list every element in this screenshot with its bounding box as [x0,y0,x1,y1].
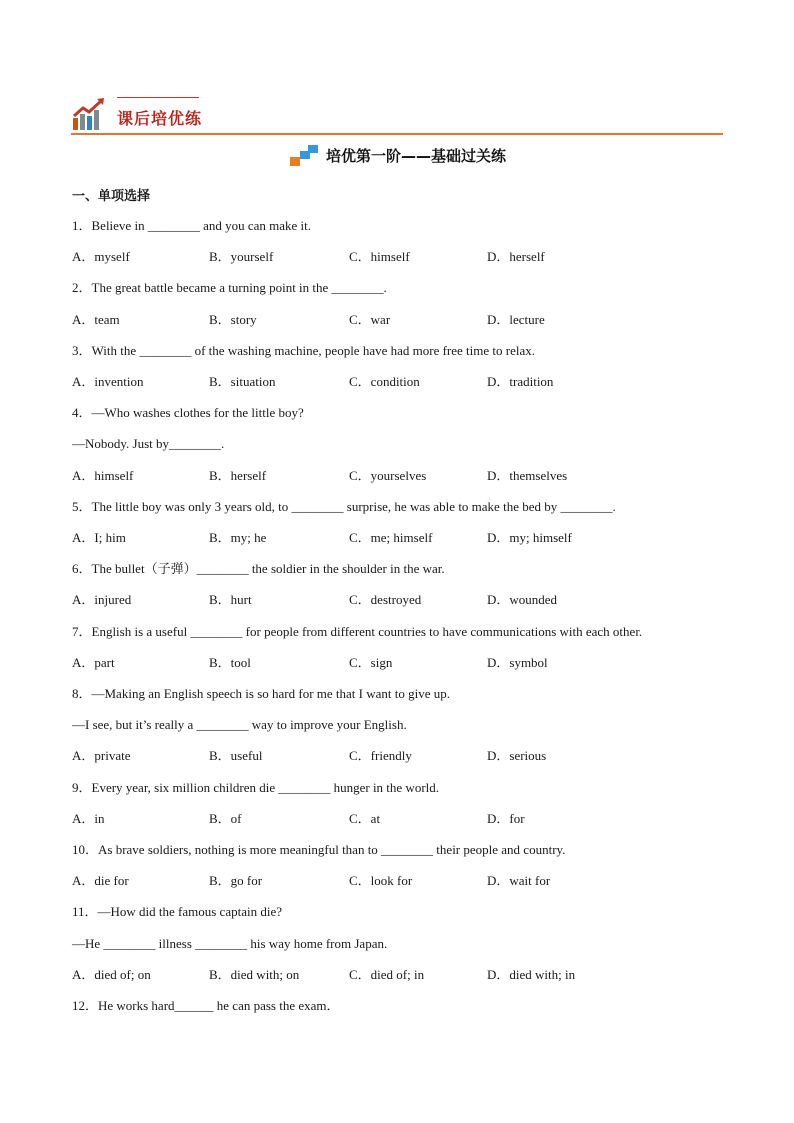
option-d[interactable]: D．herself [487,249,545,265]
section-title: 培优第一阶——基础过关练 [325,146,506,165]
question-dialogue-line: —He ________ illness ________ his way home from Japan. [72,935,388,951]
option-a[interactable]: A．invention [72,374,144,389]
option-d[interactable]: D．tradition [487,374,554,389]
option-b[interactable]: B．yourself [209,249,274,265]
option-d[interactable]: D．wounded [487,592,558,608]
option-b[interactable]: B．useful [209,748,263,764]
option-b[interactable]: B．herself [209,467,267,483]
question-stem: 5．The little boy was only 3 years old, to ________ surprise, he was able to make the bed by ________. [72,498,616,514]
question-stem: 1．Believe in ________ and you can make it. [72,218,312,233]
question-dialogue-line: —Nobody. Just by________. [72,436,225,452]
option-b[interactable]: B．of [209,810,242,826]
option-d[interactable]: D．my; himself [487,530,572,545]
option-b[interactable]: B．my; he [209,530,267,545]
option-a[interactable]: A．injured [72,592,132,608]
question-stem: 11．—How did the famous captain die? [72,904,282,920]
option-c[interactable]: C．sign [349,654,393,670]
header-overline [117,97,199,98]
option-b[interactable]: B．situation [209,374,276,389]
option-c[interactable]: C．condition [349,374,420,389]
header-divider [71,133,723,135]
question-stem: 12．He works hard______ he can pass the exam． [72,998,340,1013]
option-a[interactable]: A．part [72,654,115,670]
option-d[interactable]: D．serious [487,748,547,764]
option-c[interactable]: C．died of; in [349,966,425,982]
option-c[interactable]: C．himself [349,249,410,265]
option-a[interactable]: A．myself [72,249,130,265]
section-heading [0,143,794,173]
option-a[interactable]: A．I; him [72,530,126,545]
question-stem: 6．The bullet（子弹）________ the soldier in the shoulder in the war. [72,561,445,577]
option-d[interactable]: D．wait for [487,873,551,889]
option-a[interactable]: A．himself [72,467,134,483]
question-dialogue-line: —I see, but it’s really a ________ way to improve your English. [72,717,407,733]
option-d[interactable]: D．symbol [487,654,548,670]
part-title: 一、单项选择 [72,189,151,204]
option-d[interactable]: D．themselves [487,467,568,483]
question-stem: 9．Every year, six million children die ________ hunger in the world. [72,779,440,795]
question-stem: 2．The great battle became a turning point in the ________. [72,280,387,296]
page-header [71,96,723,136]
question-stem: 8．—Making an English speech is so hard for me that I want to give up. [72,686,451,701]
option-b[interactable]: B．hurt [209,592,252,608]
question-stem: 10．As brave soldiers, nothing is more meaningful than to ________ their people and country. [72,842,566,857]
chart-growth-icon [71,96,107,132]
option-a[interactable]: A．in [72,810,105,826]
option-c[interactable]: C．look for [349,873,413,889]
question-stem: 4．—Who washes clothes for the little boy? [72,405,304,421]
option-c[interactable]: C．at [349,810,381,826]
option-b[interactable]: B．story [209,311,257,327]
option-d[interactable]: D．for [487,810,525,826]
option-c[interactable]: C．yourselves [349,467,427,483]
question-stem: 3．With the ________ of the washing machine, people have had more free time to relax. [72,342,535,358]
question-stem: 7．English is a useful ________ for people from different countries to have communications with each other. [72,623,643,639]
option-c[interactable]: C．destroyed [349,592,422,608]
option-c[interactable]: C．war [349,311,391,327]
option-d[interactable]: D．died with; in [487,966,576,982]
steps-icon [288,143,320,167]
option-b[interactable]: B．died with; on [209,966,300,982]
option-a[interactable]: A．died of; on [72,966,151,982]
option-b[interactable]: B．go for [209,873,263,889]
option-c[interactable]: C．friendly [349,748,412,764]
option-a[interactable]: A．die for [72,873,129,889]
option-a[interactable]: A．private [72,748,131,764]
option-b[interactable]: B．tool [209,654,251,670]
option-d[interactable]: D．lecture [487,311,545,327]
header-title: 课后培优练 [117,109,203,128]
option-c[interactable]: C．me; himself [349,530,433,545]
option-a[interactable]: A．team [72,311,120,327]
